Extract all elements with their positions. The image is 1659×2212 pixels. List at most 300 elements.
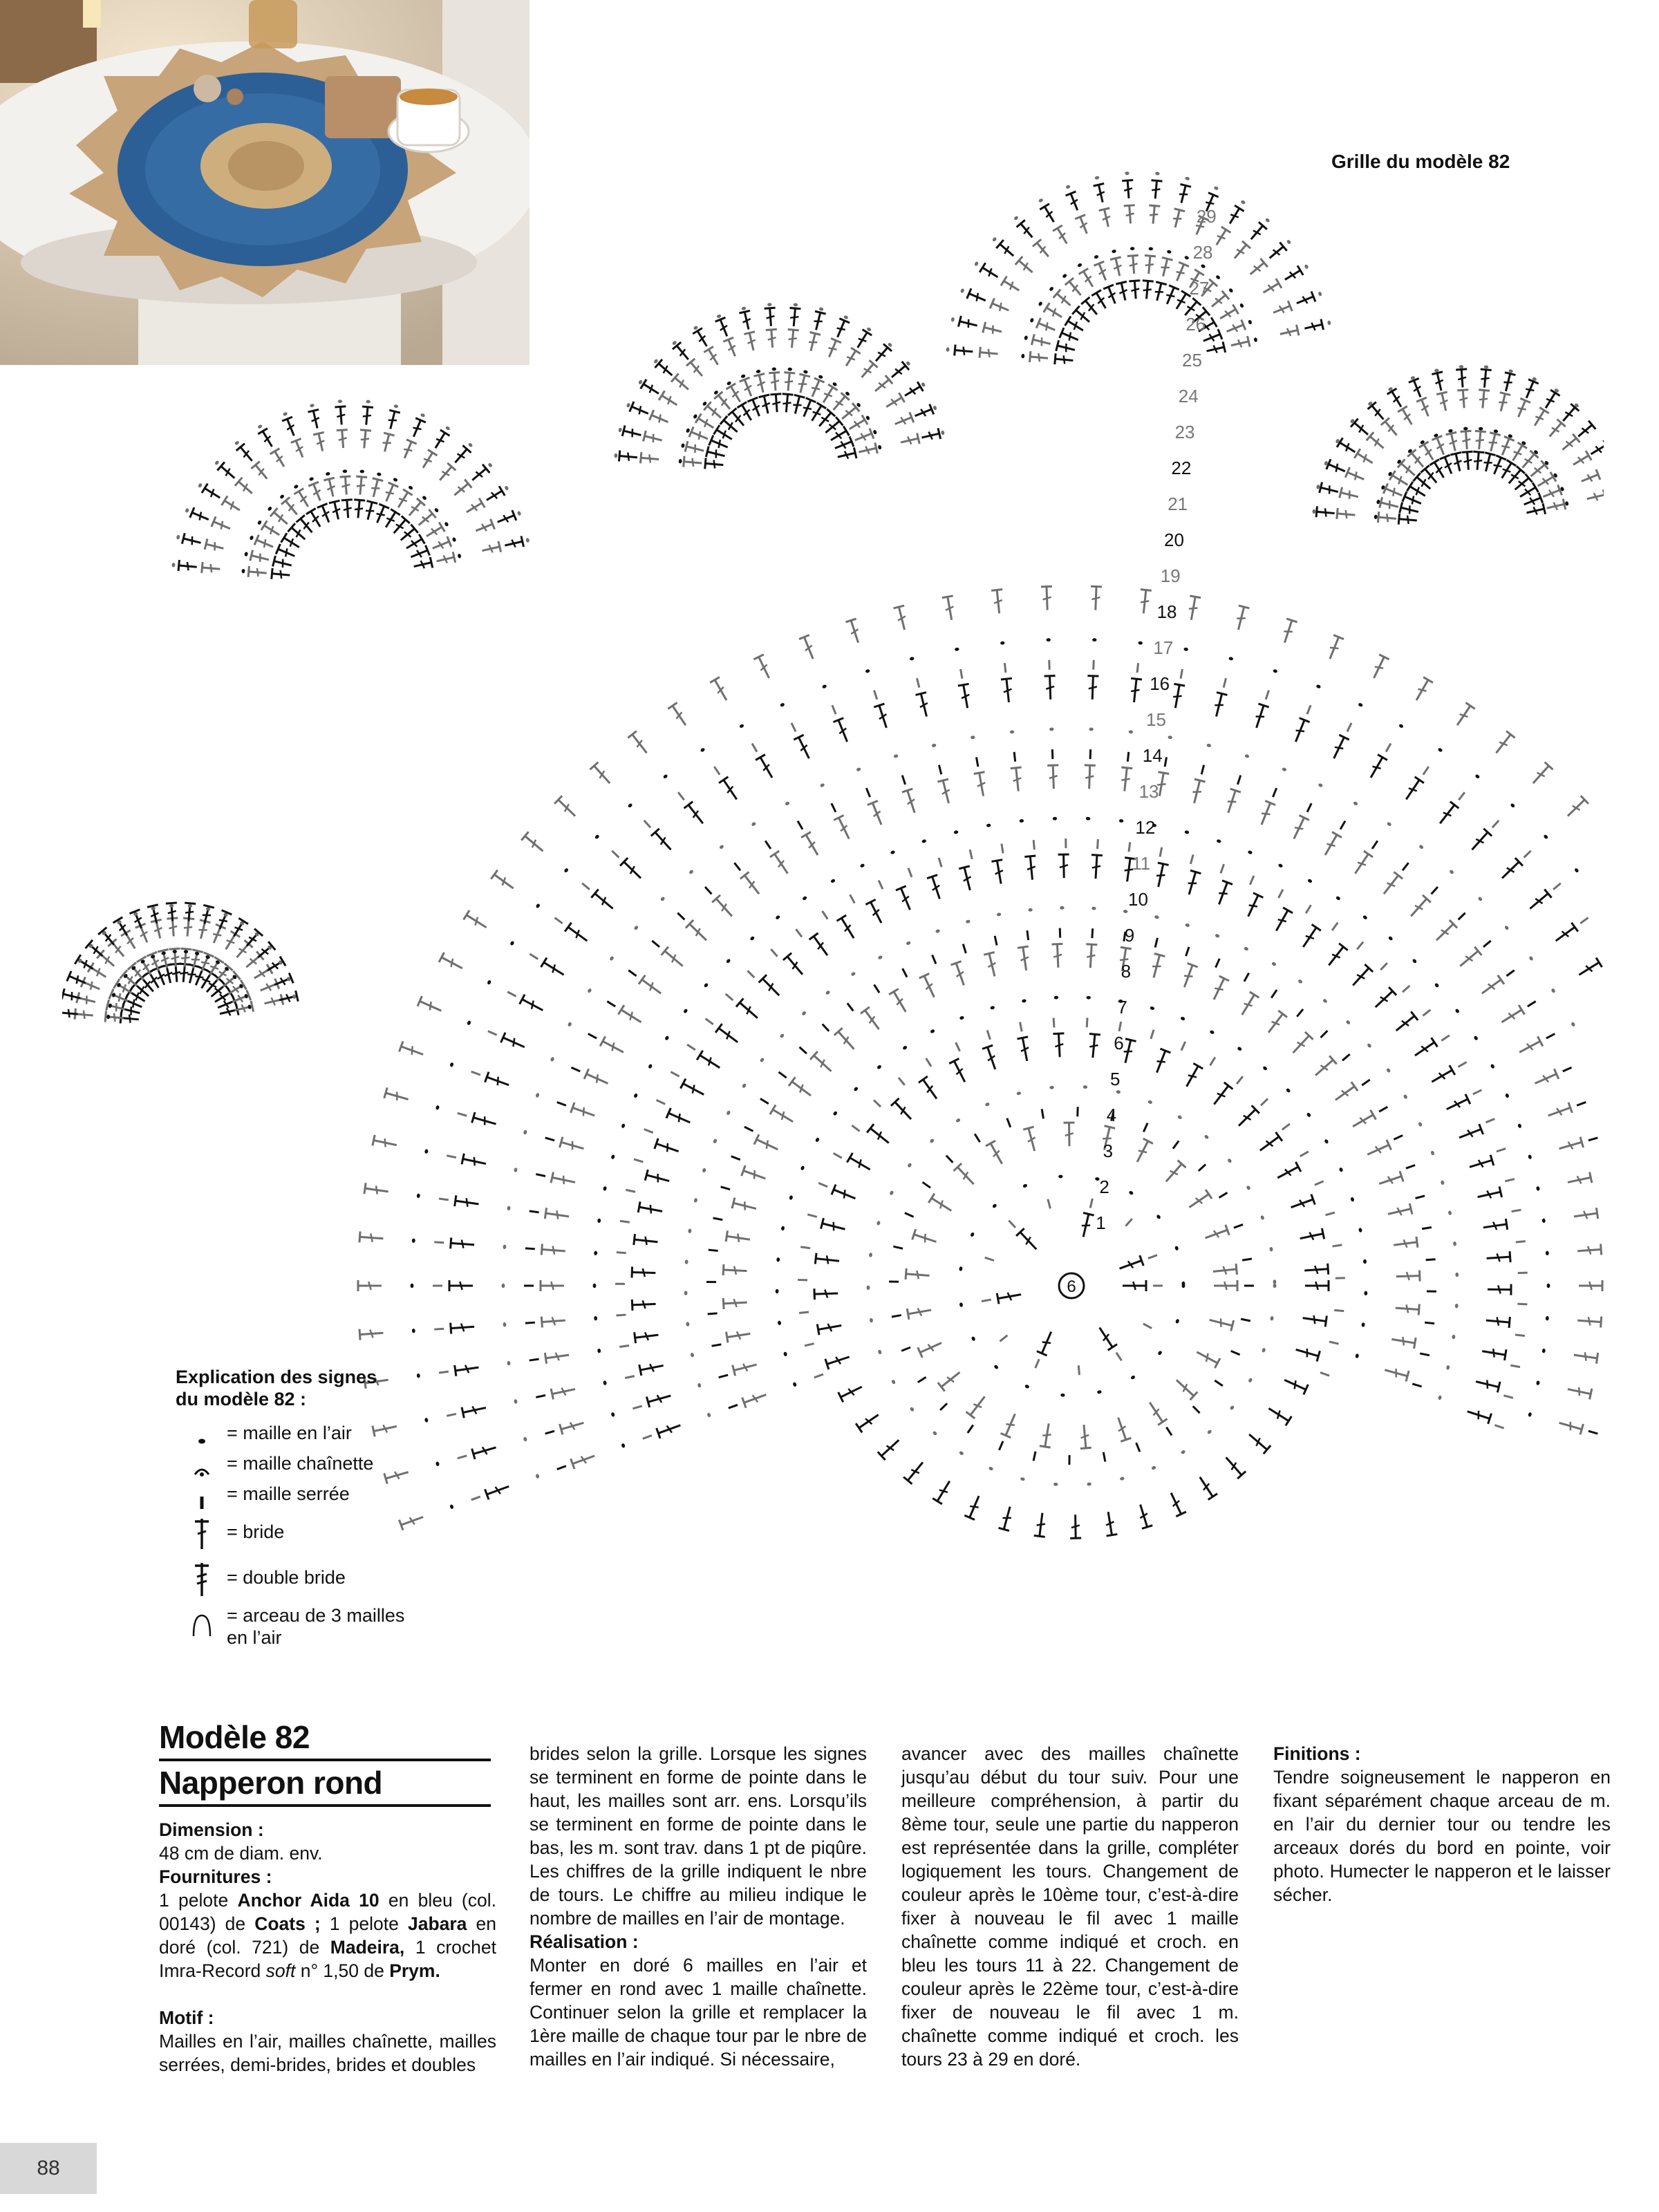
stitch-mark (888, 362, 909, 382)
chain-stitch-mark (1358, 702, 1363, 707)
stitch-mark (1465, 1406, 1491, 1424)
stitch-mark (1214, 881, 1232, 906)
stitch-mark (1199, 1164, 1206, 1170)
stitch-mark (997, 1289, 1022, 1304)
chain-stitch-mark (681, 443, 685, 448)
stitch-mark (999, 1505, 1015, 1530)
stitch-mark (1053, 1018, 1054, 1027)
stitch-mark (359, 1231, 384, 1244)
stitch-mark (687, 1044, 695, 1050)
chain-stitch-mark (1479, 427, 1483, 431)
stitch-mark (1389, 471, 1411, 489)
chain-stitch-mark (1215, 274, 1221, 280)
chain-stitch-mark (1474, 774, 1480, 779)
stitch-mark (485, 1481, 511, 1500)
stitch-mark (632, 1298, 656, 1311)
chain-stitch-mark (1418, 844, 1424, 850)
chain-stitch-mark (984, 1102, 990, 1107)
stitch-mark (847, 1003, 854, 1011)
chain-stitch-mark (1184, 255, 1190, 260)
stitch-mark (836, 447, 856, 462)
stitch-mark (635, 1329, 659, 1343)
stitch-mark (273, 556, 293, 571)
chain-stitch-mark (932, 405, 937, 411)
stitch-mark (1419, 442, 1438, 463)
stitch-mark (942, 596, 957, 621)
stitch-mark (671, 1072, 679, 1077)
stitch-mark (1225, 319, 1246, 337)
stitch-mark (1403, 491, 1423, 509)
stitch-mark (742, 1389, 768, 1408)
stitch-mark (1524, 851, 1531, 858)
stitch-mark (723, 1264, 747, 1277)
round-number-12: 12 (1135, 817, 1156, 838)
chain-stitch-mark (1209, 1030, 1215, 1035)
stitch-mark (418, 450, 437, 471)
stitch-mark (1166, 1427, 1172, 1436)
stitch-mark (1391, 1333, 1416, 1348)
stitch-mark (1242, 1259, 1252, 1260)
stitch-mark (1033, 1452, 1035, 1461)
round-number-8: 8 (1121, 961, 1132, 982)
chain-stitch-mark (1550, 988, 1555, 993)
stitch-mark (1372, 841, 1378, 849)
chain-stitch-mark (412, 1329, 415, 1333)
stitch-mark (413, 557, 433, 572)
stitch-mark (841, 348, 860, 369)
stitch-mark (857, 442, 877, 457)
page-number: 88 (0, 2143, 97, 2194)
chain-stitch-mark (760, 1057, 765, 1062)
finitions-text: Tendre soigneusement le napperon en fixant séparément chaque arceau de m. en l’air du dernier tour ou tendre les arceaux dorés du bord en pointe, voir photo. Humecter le napperon et le laisser sécher. (1273, 1767, 1611, 1905)
stitch-mark (1282, 1124, 1290, 1130)
chain-stitch-mark (603, 1380, 607, 1385)
stitch-mark (1119, 1022, 1121, 1031)
chain-stitch-mark (683, 1009, 688, 1014)
chain-stitch-mark (1363, 1259, 1367, 1264)
chain-stitch-mark (1240, 200, 1246, 205)
stitch-mark (1334, 1310, 1344, 1311)
stitch-mark (1458, 1062, 1466, 1067)
stitch-mark (644, 431, 664, 446)
stitch-mark (471, 1497, 480, 1500)
chain-stitch-mark (1024, 335, 1028, 340)
stitch-mark (1517, 1036, 1543, 1057)
stitch-mark (521, 832, 546, 855)
stitch-mark (1380, 497, 1400, 512)
stitch-mark (1564, 796, 1588, 820)
stitch-mark (902, 776, 905, 785)
stitch-mark (794, 735, 814, 761)
stitch-mark (1079, 268, 1098, 290)
chain-stitch-mark (487, 462, 493, 468)
chain-stitch-mark (966, 919, 971, 924)
chain-stitch-mark (1434, 982, 1440, 988)
stitch-mark (1456, 369, 1468, 388)
stitch-mark (1575, 421, 1595, 441)
stitch-mark (259, 979, 279, 996)
stitch-mark (1091, 290, 1110, 312)
chain-stitch-mark (1130, 1375, 1136, 1380)
stitch-mark (182, 533, 202, 548)
stitch-mark (263, 994, 283, 1009)
stitch-mark (739, 310, 753, 330)
stitch-mark (1498, 858, 1523, 882)
stitch-mark (1461, 431, 1473, 449)
stitch-mark (639, 975, 664, 998)
stitch-mark (554, 918, 562, 924)
stitch-mark (1138, 590, 1151, 614)
stitch-mark (958, 316, 978, 331)
chain-stitch-mark (1024, 1384, 1030, 1389)
stitch-mark (810, 1051, 835, 1076)
chain-stitch-mark (955, 647, 959, 651)
stitch-mark (1307, 705, 1311, 714)
stitch-mark (1396, 1271, 1420, 1282)
round-number-1: 1 (1096, 1212, 1106, 1233)
chain-stitch-mark (257, 520, 262, 525)
stitch-mark (639, 1360, 664, 1376)
stitch-mark (447, 1156, 456, 1158)
stitch-mark (1257, 1132, 1282, 1155)
stitch-mark (845, 619, 863, 644)
stitch-mark (872, 344, 892, 365)
stitch-mark (1053, 225, 1071, 247)
stitch-mark (1457, 390, 1470, 409)
chain-stitch-mark (907, 1163, 912, 1168)
stitch-mark (959, 866, 975, 892)
stitch-mark (939, 765, 941, 775)
stitch-mark (712, 1344, 722, 1346)
chain-stitch-mark (1185, 176, 1190, 180)
chain-stitch-mark (974, 261, 979, 267)
text-column-1 (159, 1818, 496, 2077)
chain-stitch-mark (1546, 1250, 1549, 1255)
stitch-mark (832, 705, 836, 714)
stitch-mark (1412, 677, 1433, 703)
stitch-mark (1024, 856, 1038, 880)
stitch-mark (1426, 1259, 1436, 1260)
chain-stitch-mark (1367, 1043, 1372, 1049)
legend-item-double: = bride (176, 1509, 404, 1555)
chain-stitch-mark (1239, 303, 1244, 308)
stitch-mark (1282, 265, 1304, 284)
stitch-mark (306, 509, 325, 530)
chain-stitch-mark (1038, 301, 1042, 307)
chain-stitch-mark (502, 1284, 505, 1288)
stitch-mark (1087, 1034, 1100, 1058)
stitch-mark (1347, 723, 1351, 732)
chain-stitch-mark (1094, 176, 1099, 180)
stitch-mark (1160, 847, 1162, 857)
stitch-mark (740, 872, 764, 897)
stitch-mark (645, 1170, 671, 1186)
stitch-mark (248, 566, 267, 579)
chain-stitch-mark (688, 869, 694, 874)
chain-stitch-mark (783, 1351, 787, 1356)
stitch-mark (1380, 872, 1403, 897)
stitch-mark (644, 821, 650, 827)
chain-stitch-mark (893, 754, 899, 759)
chain-stitch-mark (1086, 817, 1091, 821)
stitch-mark (1210, 1082, 1232, 1108)
chain-stitch-mark (1077, 263, 1082, 268)
chain-stitch-mark (626, 402, 631, 408)
stitch-mark (953, 1163, 977, 1188)
chain-stitch-mark (1151, 1465, 1156, 1470)
stitch-mark (1143, 1324, 1152, 1329)
stitch-mark (1152, 282, 1167, 302)
chain-stitch-mark (1449, 869, 1454, 874)
stitch-mark (1501, 373, 1516, 393)
stitch-mark (996, 240, 1017, 260)
stitch-mark (1129, 842, 1130, 852)
chain-stitch-mark (1528, 1412, 1532, 1417)
chain-stitch-mark (1510, 803, 1515, 808)
stitch-mark (620, 1221, 630, 1222)
stitch-mark (759, 975, 783, 999)
stitch-mark (705, 458, 724, 470)
stitch-mark (956, 1042, 960, 1051)
chain-stitch-mark (910, 657, 915, 661)
stitch-mark (282, 417, 299, 438)
chain-stitch-mark (1358, 1228, 1362, 1232)
chain-stitch-mark (684, 1291, 688, 1295)
stitch-mark (329, 500, 344, 521)
stitch-mark (874, 704, 892, 729)
stitch-mark (1212, 1264, 1237, 1277)
stitch-mark (1432, 920, 1457, 944)
chain-stitch-mark (1262, 1066, 1268, 1071)
chain-stitch-mark (326, 471, 330, 476)
chain-stitch-mark (1120, 1477, 1125, 1481)
stitch-mark (1027, 930, 1029, 940)
stitch-mark (1299, 1228, 1324, 1244)
stitch-mark (644, 1130, 653, 1133)
stitch-mark (612, 851, 619, 858)
chain-stitch-mark (690, 1353, 694, 1358)
stitch-mark (1403, 986, 1409, 992)
chain-stitch-mark (865, 669, 870, 674)
stitch-mark (1048, 1199, 1051, 1209)
stitch-mark (1271, 990, 1277, 998)
stitch-mark (190, 507, 211, 525)
stitch-mark (501, 1033, 527, 1052)
stitch-mark (1481, 1346, 1506, 1360)
stitch-mark (1125, 1219, 1132, 1226)
stitch-mark (197, 970, 216, 991)
stitch-mark (824, 338, 841, 359)
chain-stitch-mark (1016, 1091, 1021, 1096)
stitch-mark (571, 1067, 580, 1071)
chain-stitch-mark (775, 915, 780, 920)
stitch-mark (913, 404, 934, 422)
stitch-mark (1416, 397, 1434, 418)
stitch-mark (202, 484, 223, 503)
stitch-mark (825, 1351, 851, 1369)
stitch-mark (817, 1320, 842, 1335)
stitch-mark (1215, 1380, 1223, 1386)
chain-stitch-mark (959, 1266, 963, 1271)
stitch-mark (551, 1384, 577, 1400)
stitch-mark (126, 987, 148, 1006)
stitch-mark (1127, 255, 1140, 274)
chain-stitch-mark (1484, 365, 1489, 368)
chain-stitch-mark (771, 367, 776, 371)
stitch-mark (710, 677, 731, 703)
stitch-mark (1090, 586, 1102, 610)
chain-stitch-mark (1335, 896, 1341, 901)
chain-stitch-mark (941, 430, 945, 435)
chain-stitch-mark (688, 1228, 692, 1233)
chain-stitch-mark (509, 941, 514, 946)
chain-stitch-mark (416, 1374, 420, 1378)
stitch-mark (1148, 1255, 1157, 1259)
stitch-mark (1002, 844, 1003, 854)
chain-stitch-mark (1430, 1150, 1435, 1156)
stitch-mark (222, 496, 243, 514)
legend-item-treble: = double bride (176, 1555, 404, 1600)
chain-stitch-mark (1306, 1112, 1312, 1118)
stitch-mark (684, 802, 708, 827)
round-number-9: 9 (1124, 925, 1135, 946)
chain-stitch-mark (1128, 730, 1133, 733)
stitch-mark (1289, 815, 1309, 841)
model-number: Modèle 82 (159, 1718, 491, 1761)
chain-stitch-mark (535, 903, 541, 908)
stitch-mark (714, 392, 734, 413)
stitch-mark (1009, 1221, 1015, 1228)
chain-stitch-mark (820, 782, 825, 787)
stitch-mark (1379, 1107, 1387, 1112)
stitch-mark (986, 1141, 1007, 1166)
stitch-mark (1280, 619, 1297, 644)
chain-stitch-mark (1022, 1183, 1028, 1188)
stitch-mark (765, 308, 777, 326)
stitch-mark (1247, 259, 1268, 279)
stitch-mark (1400, 502, 1420, 517)
stitch-mark (1166, 1490, 1186, 1517)
stitch-mark (1129, 281, 1141, 299)
stitch-mark (949, 1058, 970, 1085)
stitch-mark (435, 552, 456, 566)
stitch-mark (628, 731, 651, 757)
stitch-mark (747, 971, 754, 977)
stitch-mark (541, 957, 567, 980)
stitch-mark (865, 899, 886, 926)
stitch-mark (634, 1159, 643, 1162)
chain-stitch-mark (633, 1093, 638, 1098)
stitch-mark (464, 498, 485, 517)
chain-stitch-mark (1053, 1483, 1058, 1486)
stitch-mark (474, 519, 494, 536)
stitch-mark (850, 894, 855, 903)
stitch-mark (932, 1478, 954, 1503)
stitch-mark (795, 374, 810, 394)
stitch-mark (1440, 455, 1457, 476)
chain-stitch-mark (1418, 1122, 1423, 1127)
stitch-mark (1506, 971, 1514, 976)
chain-stitch-mark (1203, 1134, 1209, 1140)
chain-stitch-mark (1574, 868, 1580, 873)
stitch-mark (1546, 499, 1566, 514)
stitch-mark (1085, 944, 1097, 968)
stitch-mark (1495, 393, 1510, 413)
chain-stitch-mark (971, 735, 975, 740)
motif-label: Motif : (159, 2007, 214, 2028)
chain-stitch-mark (1473, 1035, 1478, 1041)
stitch-mark (545, 1138, 554, 1141)
stitch-mark (940, 1403, 947, 1410)
stitch-mark (341, 500, 354, 518)
chain-stitch-mark (517, 511, 522, 516)
chain-stitch-mark (1019, 819, 1024, 823)
text-column-4 (1273, 1742, 1611, 1906)
stitch-mark (381, 482, 398, 503)
chain-stitch-mark (1128, 1190, 1134, 1195)
stitch-mark (1350, 1110, 1376, 1132)
stitch-mark (798, 821, 803, 830)
chain-stitch-mark (535, 1093, 540, 1098)
stitch-mark (525, 1322, 535, 1323)
chain-stitch-mark (1322, 998, 1328, 1004)
stitch-mark (1420, 1353, 1430, 1356)
stitch-mark (666, 1108, 693, 1127)
chain-stitch-mark (1286, 239, 1292, 245)
stitch-mark (1462, 451, 1474, 470)
stitch-mark (1394, 1135, 1403, 1139)
stitch-mark (1315, 1181, 1324, 1185)
chain-stitch-mark (1228, 288, 1234, 293)
stitch-mark (753, 655, 774, 681)
chain-stitch-mark (1065, 185, 1071, 189)
stitch-mark (1119, 767, 1132, 791)
chain-stitch-mark (1148, 247, 1153, 250)
chain-stitch-mark (664, 1035, 669, 1041)
chain-stitch-mark (1355, 1353, 1359, 1358)
stitch-mark (1152, 1049, 1170, 1074)
stitch-mark (655, 1138, 680, 1156)
chain-stitch-mark (1353, 801, 1358, 806)
stitch-mark (1282, 1375, 1309, 1395)
stitch-mark (652, 941, 659, 947)
stitch-mark (1123, 1280, 1146, 1291)
chain-stitch-mark (503, 1322, 506, 1327)
stitch-mark (1122, 180, 1134, 198)
chain-stitch-mark (686, 1322, 689, 1327)
stitch-mark (409, 418, 426, 439)
stitch-mark (1234, 1224, 1243, 1228)
stitch-mark (868, 801, 887, 827)
stitch-mark (1483, 941, 1491, 947)
stitch-mark (1503, 1396, 1513, 1398)
stitch-mark (1516, 1241, 1526, 1242)
chain-stitch-mark (802, 896, 807, 901)
stitch-mark (88, 963, 109, 982)
stitch-mark (805, 332, 821, 353)
motif-text: Mailles en l’air, mailles chaînette, mailles serrées, demi-brides, brides et doubles (159, 2031, 496, 2075)
stitch-mark (1472, 451, 1484, 470)
model-heading (159, 1718, 491, 1807)
stitch-mark (1329, 735, 1349, 761)
chain-stitch-mark (1327, 320, 1331, 325)
stitch-mark (484, 486, 505, 505)
chain-stitch-mark (603, 1186, 607, 1191)
chain-stitch-mark (1505, 1093, 1510, 1098)
stitch-mark (235, 478, 256, 498)
stitch-mark (1383, 1365, 1409, 1381)
stitch-mark (1294, 1344, 1320, 1362)
